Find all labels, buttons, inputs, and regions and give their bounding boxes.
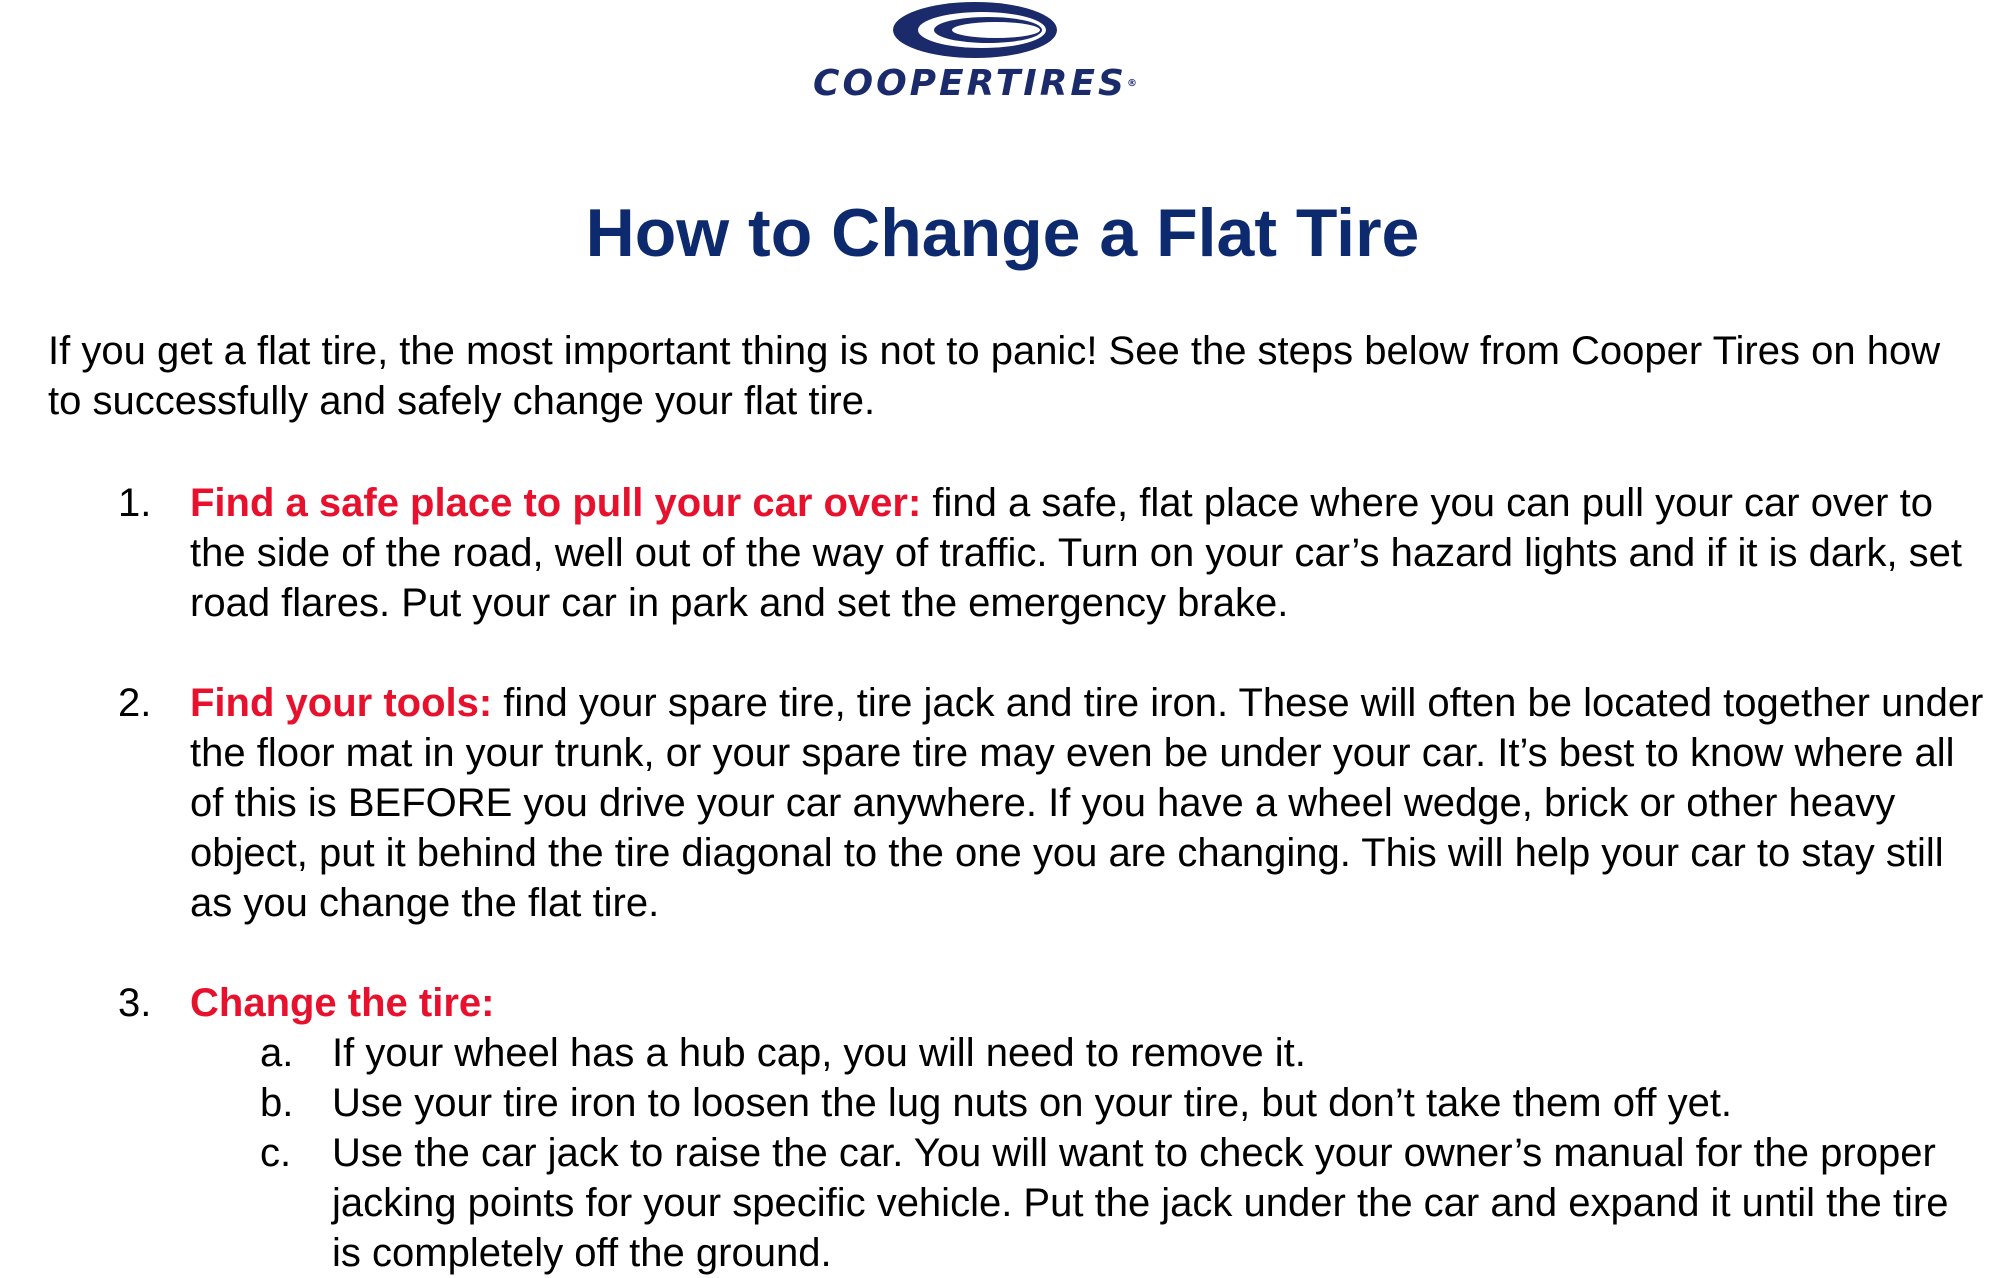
substep-letter: c. xyxy=(260,1131,292,1175)
step-heading: Find your tools: xyxy=(190,681,493,725)
step-2 xyxy=(118,678,1988,928)
logo-registered-mark: ® xyxy=(1126,78,1137,89)
substep-letter: a. xyxy=(260,1031,294,1075)
substep-text: Use the car jack to raise the car. You will want to check your owner’s manual for the proper jacking points for your specific vehicle. Put the jack under the car and expand it until the tire is completely off the ground. xyxy=(332,1131,1949,1275)
cooper-tires-logo xyxy=(770,0,1180,110)
substep-a xyxy=(260,1028,1960,1078)
step-text xyxy=(190,678,1988,928)
step-number: 1. xyxy=(118,481,152,525)
substep-text: If your wheel has a hub cap, you will need to remove it. xyxy=(332,1031,1306,1075)
intro-paragraph: If you get a flat tire, the most important thing is not to panic! See the steps below from Cooper Tires on how to successfully and safely change your flat tire. xyxy=(48,329,1941,423)
logo-brand-text: COOPERTIRES xyxy=(813,63,1127,104)
substep-letter: b. xyxy=(260,1081,294,1125)
substep-b xyxy=(260,1078,1960,1128)
step-text xyxy=(190,978,1988,1028)
step-heading: Change the tire: xyxy=(190,981,495,1025)
step-1 xyxy=(118,478,1988,628)
step-description: find your spare tire, tire jack and tire iron. These will often be located together under the floor mat in your trunk, or your spare tire may even be under your car. It’s best to know where all of this is BEFORE you drive your car anywhere. If you have a wheel wedge, brick or other heavy object, put it behind the tire diagonal to the one you are changing. This will help your car to stay still as you change the flat tire. xyxy=(190,681,1984,925)
logo-wordmark xyxy=(770,63,1180,104)
step-description: find a safe, flat place where you can pull your car over to the side of the road, well out of the way of traffic. Turn on your car’s hazard lights and if it is dark, set road flares. Put your car in park and set the emergency brake. xyxy=(190,481,1963,625)
substep-text: Use your tire iron to loosen the lug nuts on your tire, but don’t take them off yet. xyxy=(332,1081,1733,1125)
step-heading: Find a safe place to pull your car over: xyxy=(190,481,922,525)
cooper-swoosh-icon xyxy=(890,0,1060,60)
page-title: How to Change a Flat Tire xyxy=(585,195,1420,271)
step-number: 2. xyxy=(118,681,152,725)
step-number: 3. xyxy=(118,981,152,1025)
step-3 xyxy=(118,978,1988,1028)
step-text xyxy=(190,478,1988,628)
